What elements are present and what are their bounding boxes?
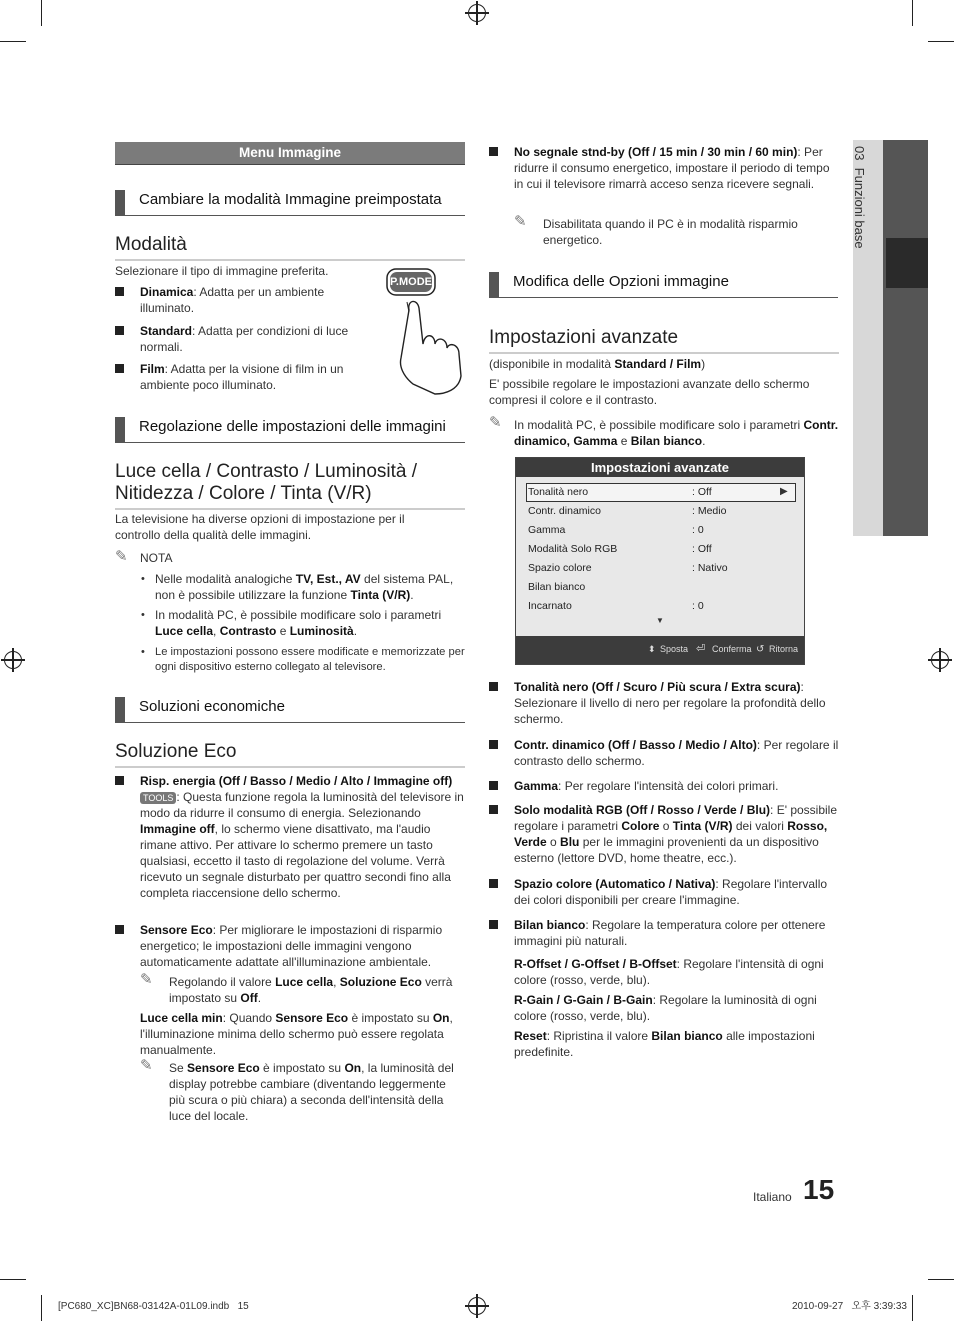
- section-title: Impostazioni avanzate: [489, 327, 839, 354]
- list-item: Bilan bianco: Regolare la temperatura colore per ottenere immagini più naturali.: [489, 918, 839, 950]
- sub-item-text: R-Offset / G-Offset / B-Offset: Regolare l'intensità di ogni colore (rosso, verde, blu).: [514, 957, 824, 987]
- page-number: 15: [803, 1174, 835, 1205]
- registration-mark-icon: [468, 4, 486, 22]
- list-item: Spazio colore (Automatico / Nativa): Regolare l'intervallo dei colori disponibili per creare l'immagine.: [489, 877, 839, 909]
- intro-text: Selezionare il tipo di immagine preferita.: [115, 264, 329, 278]
- list-item: Dinamica: Adatta per un ambiente illuminato.: [115, 285, 370, 317]
- note-pencil-icon: ✎: [140, 1057, 153, 1074]
- language-label: Italiano: [753, 1190, 792, 1204]
- osd-row-label[interactable]: Modalità Solo RGB: [528, 543, 618, 555]
- section-header-bar: Menu Immagine: [115, 142, 465, 165]
- osd-row-value: : Medio: [692, 505, 727, 517]
- list-item: Solo modalità RGB (Off / Rosso / Verde / Blu): E' possibile regolare i parametri Colore o Tinta (V/R) dei valori Rosso, Verde o Blu per le immagini provenienti da un dispositivo esterno (lettore DVD, home theatre, ecc.).: [489, 803, 839, 867]
- osd-menu-footer: [516, 636, 804, 664]
- osd-row-label[interactable]: Gamma: [528, 524, 566, 536]
- chapter-tab-label: 03 Funzioni base: [852, 146, 867, 249]
- osd-row-value: : 0: [692, 524, 704, 536]
- list-item: Risp. energia (Off / Basso / Medio / Alto / Immagine off) TOOLS : Questa funzione regola la luminosità del televisore in modo da ridurre il consumo di energia. Selezionando Immagine off, lo schermo viene disattivato, ma l'audio rimane attivo. Per attivare lo schermo premere un tasto qualsiasi, eccetto il tasto di regolazione del volume. Verrà ricevuto un segnale disturbato per quattro secondi fino alla completa riaccensione dello schermo.: [115, 774, 465, 902]
- crop-mark: [41, 0, 42, 26]
- footer-return-label: Ritorna: [769, 644, 799, 654]
- bullet-dot: •: [141, 573, 145, 585]
- section-title: Luce cella / Contrasto / Luminosità / Nitidezza / Colore / Tinta (V/R): [115, 461, 465, 510]
- list-item: Sensore Eco: Per migliorare le impostazioni di risparmio energetico; le impostazioni delle immagini vengono automaticamente adattate all'illuminazione ambientale.: [115, 923, 465, 971]
- availability-text: (disponibile in modalità Standard / Film): [489, 357, 706, 371]
- print-file-info: [PC680_XC]BN68-03142A-01L09.indb 15: [58, 1301, 249, 1312]
- note-pencil-icon: ✎: [489, 414, 502, 431]
- list-item: Film: Adatta per la visione di film in un ambiente poco illuminato.: [115, 362, 370, 394]
- osd-menu-title: Impostazioni avanzate: [516, 458, 804, 477]
- note-pencil-icon: ✎: [514, 213, 527, 230]
- list-item: Contr. dinamico (Off / Basso / Medio / Alto): Per regolare il contrasto dello schermo.: [489, 738, 839, 770]
- crop-mark: [0, 41, 26, 42]
- subsection-heading: Cambiare la modalità Immagine preimpostata: [115, 190, 465, 216]
- osd-row-label[interactable]: Bilan bianco: [528, 581, 586, 593]
- osd-row-label[interactable]: Contr. dinamico: [528, 505, 601, 517]
- osd-row-label[interactable]: Spazio colore: [528, 562, 592, 574]
- subsection-heading: Regolazione delle impostazioni delle immagini: [115, 417, 465, 443]
- note-pencil-icon: ✎: [140, 971, 153, 988]
- crop-mark: [912, 1295, 913, 1321]
- note-text: Se Sensore Eco è impostato su On, la luminosità del display potrebbe cambiare (diventando leggermente più scura o più chiara) a seconda dell'intensità della luce del locale.: [169, 1061, 454, 1123]
- note-text: Regolando il valore Luce cella, Soluzione Eco verrà impostato su Off.: [169, 975, 453, 1005]
- section-title: Modalità: [115, 234, 465, 261]
- osd-row-value: : Off: [692, 486, 712, 498]
- print-date-info: 2010-09-27 오후 3:39:33: [792, 1301, 907, 1312]
- osd-row-value: : Nativo: [692, 562, 728, 574]
- tools-button-icon: TOOLS: [140, 792, 176, 804]
- pmode-button-label: P.MODE: [390, 276, 432, 288]
- crop-mark: [928, 41, 954, 42]
- subsection-heading: Soluzioni economiche: [115, 697, 465, 723]
- enter-icon: ⏎: [696, 643, 706, 655]
- registration-mark-icon: [468, 1297, 486, 1315]
- up-down-icon: ⬍: [648, 644, 656, 654]
- registration-mark-icon: [4, 651, 22, 669]
- section-title: Soluzione Eco: [115, 741, 465, 768]
- list-item: Tonalità nero (Off / Scuro / Più scura / Extra scura): Selezionare il livello di nero per regolare la profondità dello schermo.: [489, 680, 839, 728]
- scroll-down-icon[interactable]: ▼: [656, 616, 664, 625]
- chapter-tab-bar: [883, 140, 928, 536]
- sub-item-text: Luce cella min: Quando Sensore Eco è impostato su On, l'illuminazione minima dello schermo può essere regolata manualmente.: [140, 1011, 453, 1057]
- osd-row-label[interactable]: Tonalità nero: [528, 486, 589, 498]
- note-item: Le impostazioni possono essere modificate e memorizzate per ogni dispositivo esterno collegato al televisore.: [155, 646, 465, 673]
- osd-row-label[interactable]: Incarnato: [528, 600, 572, 612]
- osd-row-value: : 0: [692, 600, 704, 612]
- note-item: In modalità PC, è possibile modificare solo i parametri Luce cella, Contrasto e Luminosità.: [155, 608, 442, 638]
- footer-move-label: Sposta: [660, 644, 689, 654]
- bullet-dot: •: [141, 646, 145, 658]
- note-text: Disabilitata quando il PC è in modalità risparmio energetico.: [543, 217, 798, 247]
- hand-pressing-button-icon: [385, 266, 467, 396]
- subsection-heading: Modifica delle Opzioni immagine: [489, 272, 838, 298]
- sub-item-text: R-Gain / G-Gain / B-Gain: Regolare la luminosità di ogni colore (rosso, verde, blu).: [514, 993, 817, 1023]
- crop-mark: [41, 1295, 42, 1321]
- sub-item-text: Reset: Ripristina il valore Bilan bianco alle impostazioni predefinite.: [514, 1029, 815, 1059]
- note-pencil-icon: ✎: [115, 548, 128, 565]
- list-item: Gamma: Per regolare l'intensità dei colori primari.: [489, 779, 839, 795]
- arrow-right-icon: ▶: [780, 486, 788, 497]
- footer-confirm-label: Conferma: [712, 644, 752, 654]
- note-text: In modalità PC, è possibile modificare solo i parametri Contr. dinamico, Gamma e Bilan bianco.: [514, 418, 839, 448]
- note-label: NOTA: [140, 551, 173, 565]
- list-item: No segnale stnd-by (Off / 15 min / 30 min / 60 min): Per ridurre il consumo energetico, impostare il periodo di tempo in cui il televisore rimarrà acceso senza ricevere segnali.: [489, 145, 839, 193]
- crop-mark: [928, 1279, 954, 1280]
- bullet-dot: •: [141, 609, 145, 621]
- osd-menu-panel: [515, 457, 805, 665]
- crop-mark: [912, 0, 913, 26]
- list-item: Standard: Adatta per condizioni di luce normali.: [115, 324, 370, 356]
- chapter-tab-marker: [886, 238, 928, 288]
- note-item: Nelle modalità analogiche TV, Est., AV del sistema PAL, non è possibile utilizzare la funzione Tinta (V/R).: [155, 572, 454, 602]
- intro-text: E' possibile regolare le impostazioni avanzate dello schermo compresi il colore e il contrasto.: [489, 377, 810, 407]
- intro-text: La televisione ha diverse opzioni di impostazione per il controllo della qualità delle immagini.: [115, 512, 405, 542]
- osd-row-value: : Off: [692, 543, 712, 555]
- return-icon: ↺: [756, 644, 765, 655]
- crop-mark: [0, 1279, 26, 1280]
- registration-mark-icon: [931, 651, 949, 669]
